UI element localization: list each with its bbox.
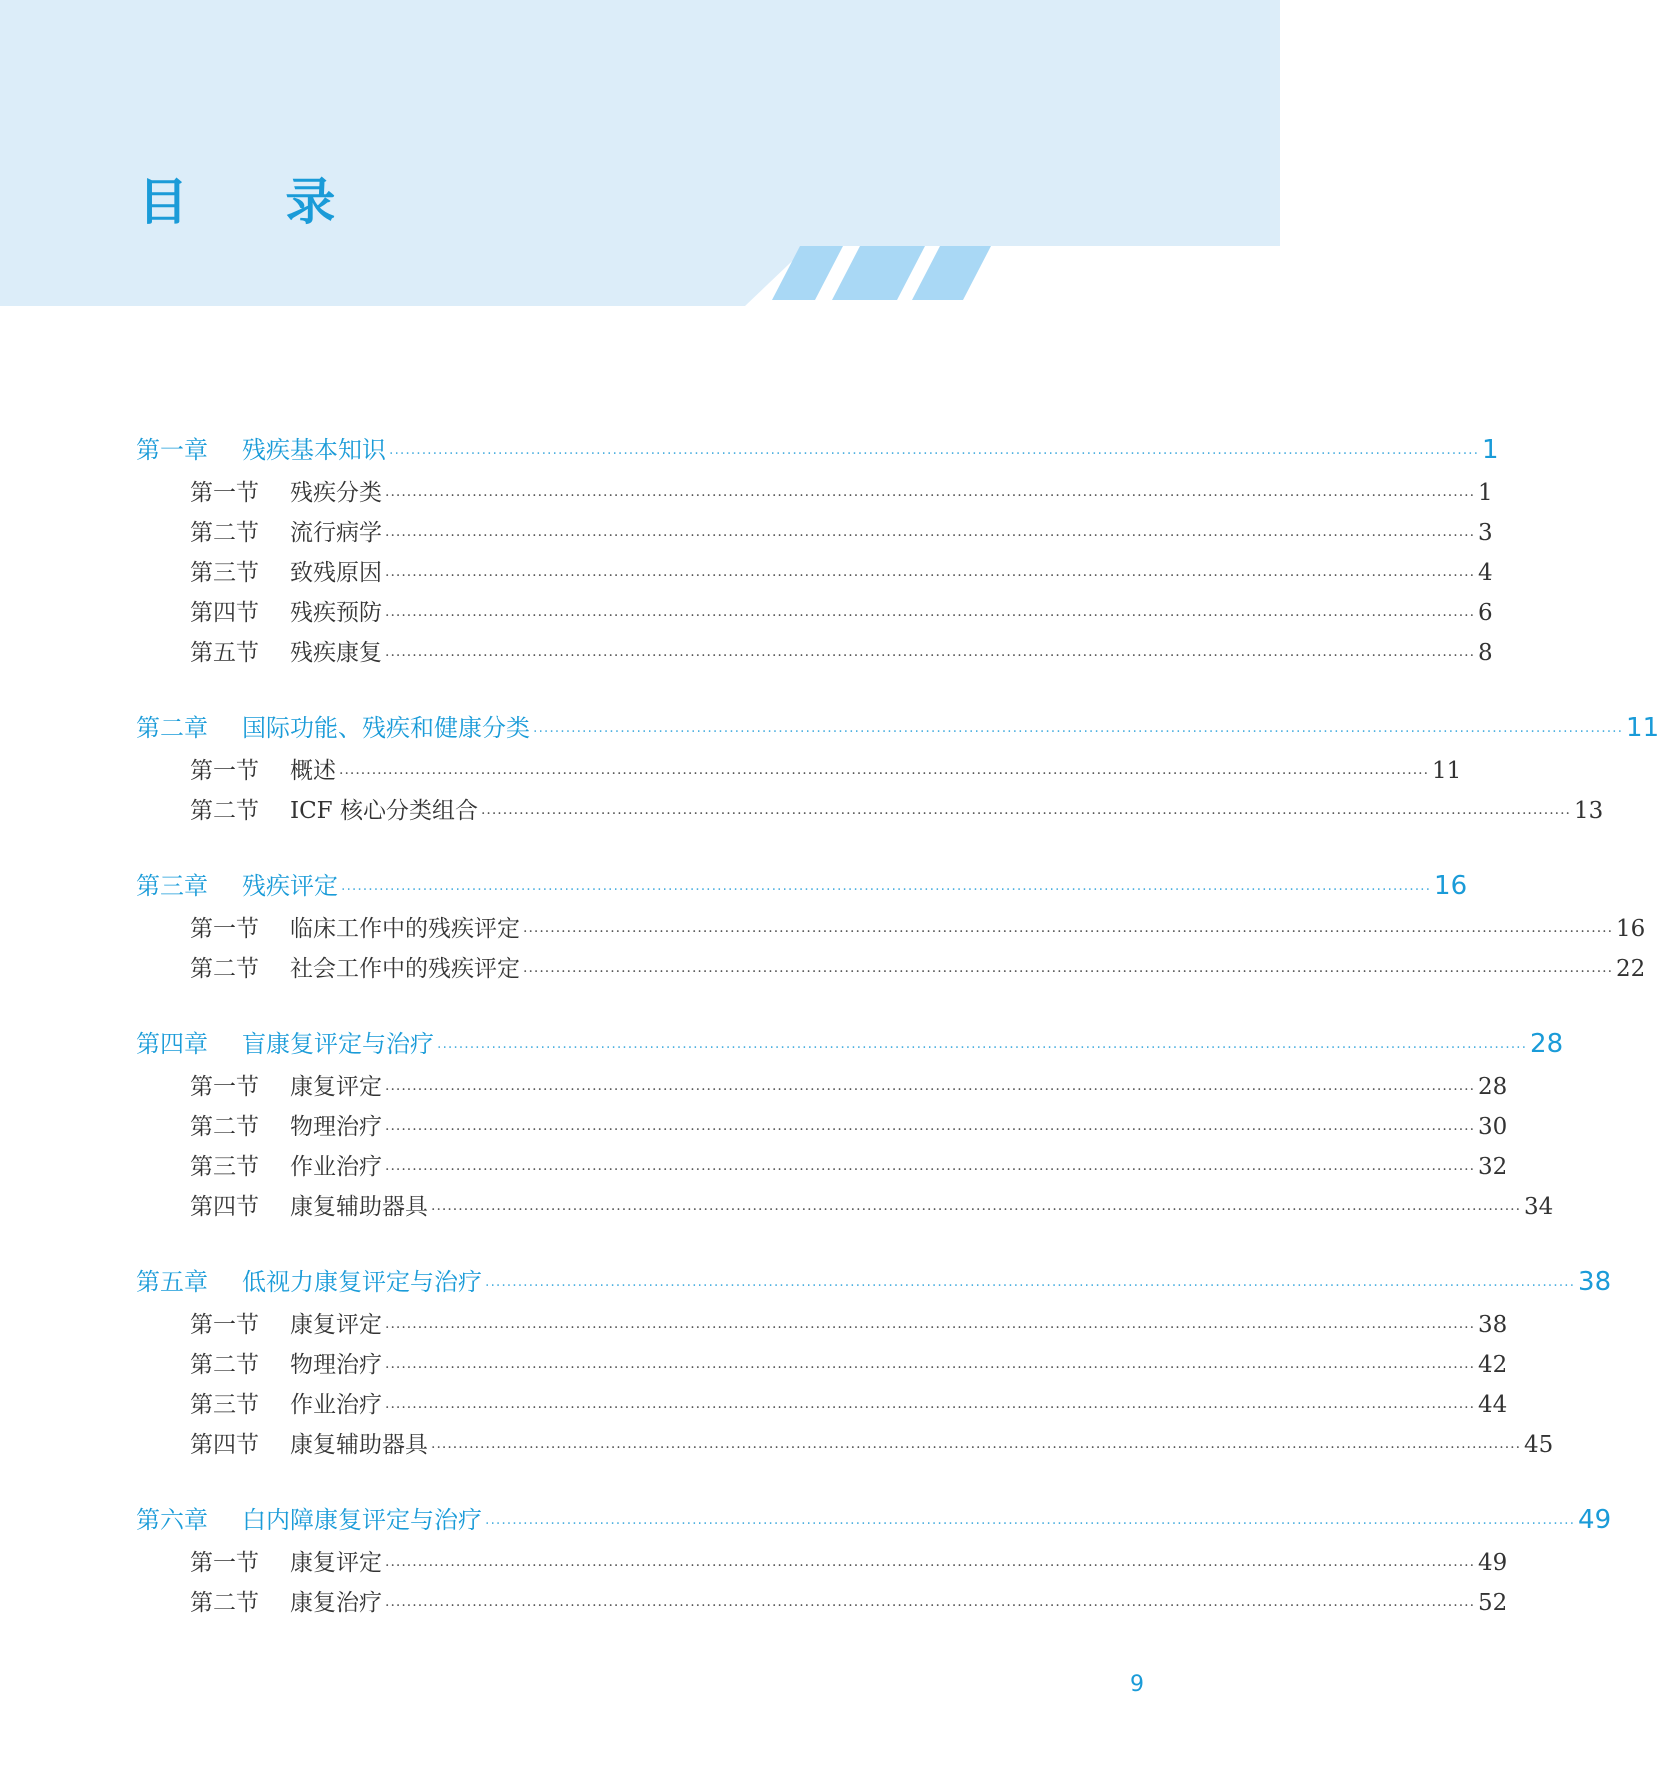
section-entry[interactable] [136,1544,1508,1584]
section-title: 残疾预防 [290,600,382,626]
dot-leader: ········································································································································································································ [385,1558,1476,1574]
section-label: 第二节 [190,1590,259,1616]
section-page-number: 38 [1478,1312,1508,1338]
section-entry[interactable] [136,910,1646,950]
chapter-block [136,1500,1612,1624]
chapter-page-number: 49 [1578,1505,1612,1535]
chapter-label: 第五章 [136,1268,208,1296]
section-entry[interactable] [136,594,1493,634]
section-title: 康复评定 [290,1074,382,1100]
dot-leader: ········································································································································································································ [385,1122,1476,1138]
section-title: 致残原因 [290,560,382,586]
section-page-number: 22 [1616,956,1646,982]
section-label: 第二节 [190,956,259,982]
dot-leader: ········································································································································································································ [385,1162,1476,1178]
section-label: 第三节 [190,1154,259,1180]
section-entry[interactable] [136,1386,1508,1426]
chapter-block [136,866,1646,990]
section-entry[interactable] [136,950,1646,990]
section-entry[interactable] [136,752,1462,792]
chapter-page-number: 1 [1482,435,1499,465]
section-title: 康复评定 [290,1312,382,1338]
section-label: 第一节 [190,1550,259,1576]
section-label: 第三节 [190,1392,259,1418]
section-page-number: 16 [1616,916,1646,942]
chapter-page-number: 16 [1434,871,1468,901]
section-entry[interactable] [136,474,1493,514]
section-title: 康复评定 [290,1550,382,1576]
dot-leader: ········································································································································································································ [431,1202,1522,1218]
section-label: 第三节 [190,560,259,586]
chapter-title: 残疾评定 [242,872,338,900]
page-title: 目 录 [138,173,376,231]
dot-leader: ········································································································································································································ [485,1278,1576,1294]
section-entry[interactable] [136,1346,1508,1386]
chapter-label: 第三章 [136,872,208,900]
section-title: 概述 [290,758,336,784]
section-title: 残疾分类 [290,480,382,506]
page-number: 9 [1130,1672,1144,1697]
section-label: 第一节 [190,1312,259,1338]
chapter-page-number: 11 [1626,713,1659,743]
section-page-number: 52 [1478,1590,1508,1616]
chapter-block [136,1024,1564,1228]
chapter-label: 第六章 [136,1506,208,1534]
section-title: ICF 核心分类组合 [290,798,478,824]
dot-leader: ········································································································································································································ [523,924,1614,940]
chapter-entry[interactable] [136,1024,1564,1068]
section-page-number: 42 [1478,1352,1508,1378]
section-page-number: 34 [1524,1194,1554,1220]
chapter-label: 第二章 [136,714,208,742]
dot-leader: ········································································································································································································ [385,1598,1476,1614]
header-decoration [0,0,1280,306]
section-title: 社会工作中的残疾评定 [290,956,520,982]
section-title: 康复辅助器具 [290,1194,428,1220]
section-title: 物理治疗 [290,1352,382,1378]
chapter-block [136,1262,1612,1466]
section-page-number: 1 [1478,480,1493,506]
chapter-block [136,708,1659,832]
dot-leader: ········································································································································································································ [385,1082,1476,1098]
section-label: 第二节 [190,1114,259,1140]
section-entry[interactable] [136,792,1604,832]
chapter-entry[interactable] [136,1500,1612,1544]
section-title: 康复治疗 [290,1590,382,1616]
section-page-number: 45 [1524,1432,1554,1458]
chapter-title: 残疾基本知识 [242,436,386,464]
chapter-page-number: 28 [1530,1029,1564,1059]
section-title: 康复辅助器具 [290,1432,428,1458]
section-page-number: 4 [1478,560,1493,586]
section-page-number: 49 [1478,1550,1508,1576]
section-label: 第四节 [190,600,259,626]
section-label: 第一节 [190,1074,259,1100]
dot-leader: ········································································································································································································ [385,1360,1476,1376]
dot-leader: ········································································································································································································ [523,964,1614,980]
section-label: 第二节 [190,1352,259,1378]
section-entry[interactable] [136,1148,1508,1188]
section-page-number: 28 [1478,1074,1508,1100]
section-entry[interactable] [136,1426,1554,1466]
section-entry[interactable] [136,554,1493,594]
dot-leader: ········································································································································································································ [385,608,1476,624]
section-label: 第二节 [190,798,259,824]
table-of-contents [136,430,1659,1658]
section-page-number: 6 [1478,600,1493,626]
section-label: 第五节 [190,640,259,666]
dot-leader: ········································································································································································································ [385,1320,1476,1336]
section-page-number: 3 [1478,520,1493,546]
chapter-title: 国际功能、残疾和健康分类 [242,714,530,742]
dot-leader: ········································································································································································································ [339,766,1430,782]
section-label: 第一节 [190,758,259,784]
section-entry[interactable] [136,1584,1508,1624]
chapter-title: 白内障康复评定与治疗 [242,1506,482,1534]
dot-leader: ········································································································································································································ [385,648,1476,664]
chapter-block [136,430,1499,674]
dot-leader: ········································································································································································································ [385,488,1476,504]
chapter-title: 盲康复评定与治疗 [242,1030,434,1058]
section-label: 第一节 [190,916,259,942]
section-entry[interactable] [136,1306,1508,1346]
section-entry[interactable] [136,1068,1508,1108]
chapter-entry[interactable] [136,708,1659,752]
chapter-label: 第一章 [136,436,208,464]
section-title: 作业治疗 [290,1154,382,1180]
section-title: 残疾康复 [290,640,382,666]
dot-leader: ········································································································································································································ [385,528,1476,544]
dot-leader: ········································································································································································································ [485,1516,1576,1532]
section-title: 物理治疗 [290,1114,382,1140]
chapter-entry[interactable] [136,866,1468,910]
section-page-number: 32 [1478,1154,1508,1180]
dot-leader: ········································································································································································································ [385,568,1476,584]
dot-leader: ········································································································································································································ [389,446,1480,462]
chapter-title: 低视力康复评定与治疗 [242,1268,482,1296]
dot-leader: ········································································································································································································ [341,882,1432,898]
section-label: 第四节 [190,1432,259,1458]
chapter-entry[interactable] [136,1262,1612,1306]
dot-leader: ········································································································································································································ [533,724,1624,740]
section-page-number: 30 [1478,1114,1508,1140]
section-entry[interactable] [136,634,1493,674]
section-page-number: 8 [1478,640,1493,666]
section-entry[interactable] [136,514,1493,554]
section-page-number: 11 [1432,758,1462,784]
dot-leader: ········································································································································································································ [385,1400,1476,1416]
section-entry[interactable] [136,1188,1554,1228]
section-page-number: 44 [1478,1392,1508,1418]
chapter-label: 第四章 [136,1030,208,1058]
dot-leader: ········································································································································································································ [431,1440,1522,1456]
section-title: 作业治疗 [290,1392,382,1418]
section-title: 流行病学 [290,520,382,546]
section-label: 第二节 [190,520,259,546]
chapter-page-number: 38 [1578,1267,1612,1297]
dot-leader: ········································································································································································································ [437,1040,1528,1056]
dot-leader: ········································································································································································································ [480,806,1571,822]
section-title: 临床工作中的残疾评定 [290,916,520,942]
section-page-number: 13 [1574,798,1604,824]
section-entry[interactable] [136,1108,1508,1148]
section-label: 第一节 [190,480,259,506]
chapter-entry[interactable] [136,430,1499,474]
section-label: 第四节 [190,1194,259,1220]
